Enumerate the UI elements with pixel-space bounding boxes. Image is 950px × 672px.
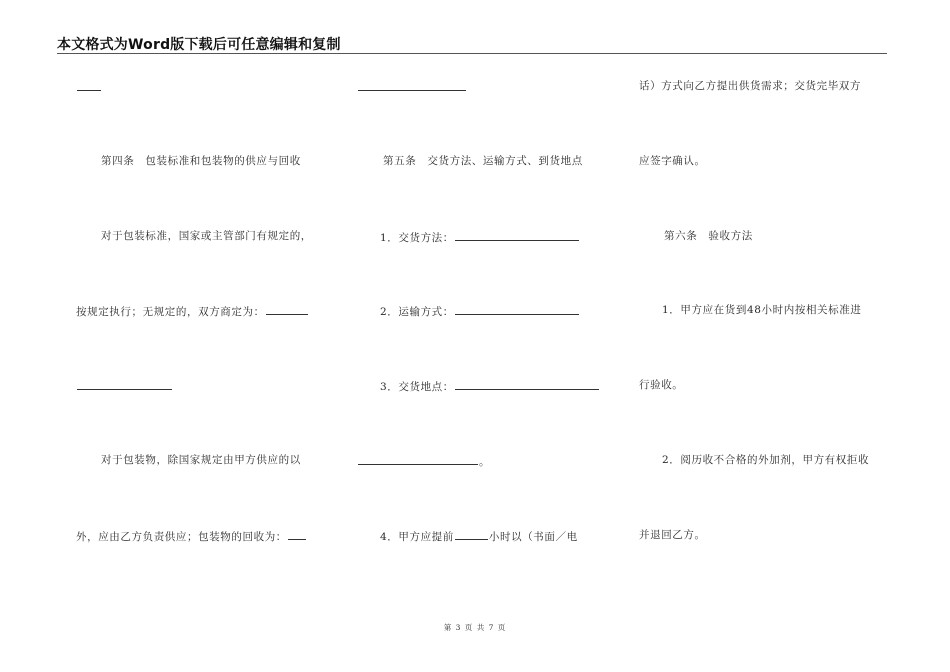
fill-blank bbox=[455, 528, 488, 540]
fill-blank bbox=[77, 79, 101, 91]
col1-line-3: 对于包装标准，国家或主管部门有规定的， bbox=[101, 230, 312, 242]
col3-line-3: 第六条 验收方法 bbox=[664, 230, 753, 242]
col2-line-4 bbox=[380, 303, 580, 319]
col1-line-1 bbox=[76, 79, 102, 95]
col1-line-5 bbox=[76, 378, 173, 394]
fill-blank bbox=[358, 453, 478, 465]
col2-line-3-text: 1．交货方法： bbox=[380, 232, 454, 244]
col2-line-5 bbox=[380, 378, 600, 394]
col1-line-4-text: 按规定执行；无规定的，双方商定为： bbox=[76, 306, 265, 318]
col2-line-7-text-a: 4．甲方应提前 bbox=[380, 531, 454, 543]
fill-blank bbox=[455, 303, 579, 315]
col3-line-7: 并退回乙方。 bbox=[639, 529, 706, 541]
col1-line-6: 对于包装物，除国家规定由甲方供应的以 bbox=[101, 454, 301, 466]
fill-blank bbox=[455, 229, 579, 241]
header-divider bbox=[57, 53, 887, 54]
col1-line-7 bbox=[76, 528, 307, 544]
col3-line-1: 话）方式向乙方提出供货需求；交货完毕双方 bbox=[639, 80, 861, 92]
col2-line-4-text: 2．运输方式： bbox=[380, 306, 454, 318]
fill-blank bbox=[77, 378, 172, 390]
col1-line-7-text: 外，应由乙方负责供应；包装物的回收为： bbox=[76, 531, 287, 543]
col3-line-2: 应签字确认。 bbox=[639, 155, 706, 167]
col2-line-1 bbox=[357, 79, 467, 95]
col2-line-7 bbox=[380, 528, 578, 544]
col2-line-7-text-b: 小时以（书面／电 bbox=[488, 531, 578, 543]
col1-line-4 bbox=[76, 303, 309, 319]
col1-line-2: 第四条 包装标准和包装物的供应与回收 bbox=[101, 155, 301, 167]
page-number-footer: 第 3 页 共 7 页 bbox=[443, 623, 507, 632]
col3-line-4: 1．甲方应在货到48小时内按相关标准进 bbox=[662, 304, 862, 316]
fill-blank bbox=[455, 378, 599, 390]
fill-blank bbox=[358, 79, 466, 91]
col3-line-5: 行验收。 bbox=[639, 379, 684, 391]
col2-line-3 bbox=[380, 229, 580, 245]
col2-line-5-text: 3．交货地点： bbox=[380, 381, 454, 393]
document-header-title: 本文格式为Word版下载后可任意编辑和复制 bbox=[57, 37, 341, 53]
col3-line-6: 2．阅历收不合格的外加剂，甲方有权拒收 bbox=[662, 454, 870, 466]
fill-blank bbox=[266, 303, 308, 315]
col2-line-2: 第五条 交货方法、运输方式、到货地点 bbox=[383, 155, 583, 167]
col2-line-6 bbox=[357, 453, 490, 469]
col2-line-6-end: 。 bbox=[479, 456, 491, 468]
fill-blank bbox=[288, 528, 306, 540]
